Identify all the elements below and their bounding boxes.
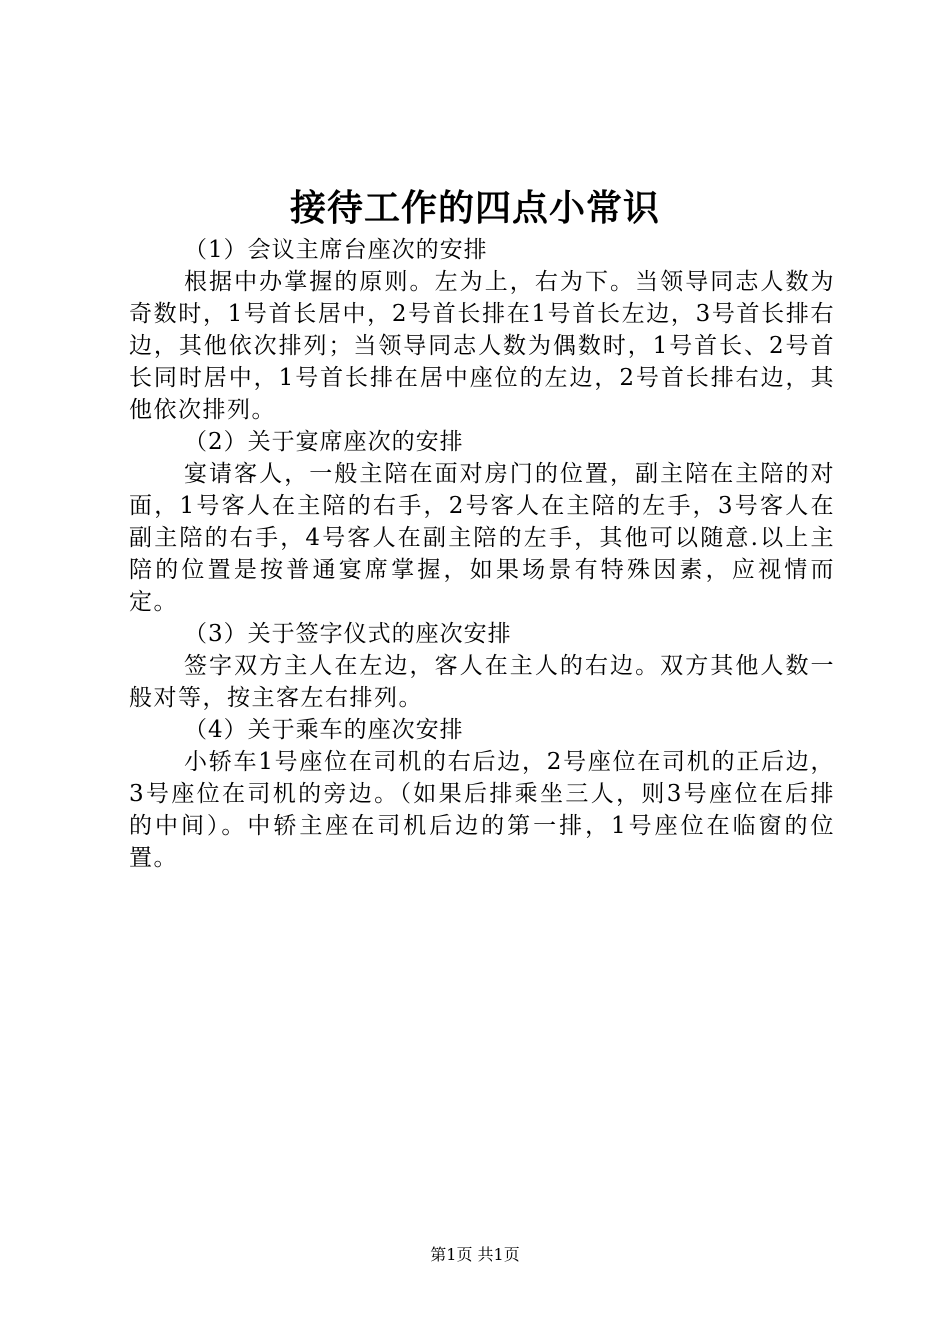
- section-paragraph: 宴请客人，一般主陪在面对房门的位置，副主陪在主陪的对面，1号客人在主陪的右手，2号客人在主陪的左手，3号客人在副主陪的右手，4号客人在副主陪的左手，其他可以随意.以上主陪的位置是按普通宴席掌握，如果场景有特殊因素，应视情而定。: [129, 461, 835, 615]
- section-heading: （1）会议主席台座次的安排: [184, 237, 488, 263]
- document-body: [129, 234, 835, 874]
- section-heading: （2）关于宴席座次的安排: [184, 429, 464, 455]
- document-title: 接待工作的四点小常识: [289, 187, 660, 229]
- section-paragraph: 小轿车1号座位在司机的右后边，2号座位在司机的正后边，3号座位在司机的旁边。（如果后排乘坐三人，则3号座位在后排的中间）。中轿主座在司机后边的第一排，1号座位在临窗的位置。: [129, 749, 835, 871]
- section-paragraph: 根据中办掌握的原则。左为上，右为下。当领导同志人数为奇数时，1号首长居中，2号首长排在1号首长左边，3号首长排右边，其他依次排列；当领导同志人数为偶数时，1号首长、2号首长同时居中，1号首长排在居中座位的左边，2号首长排右边，其他依次排列。: [129, 269, 835, 423]
- section-paragraph: 签字双方主人在左边，客人在主人的右边。双方其他人数一般对等，按主客左右排列。: [129, 653, 835, 711]
- section-heading: （4）关于乘车的座次安排: [184, 717, 464, 743]
- section-heading: （3）关于签字仪式的座次安排: [184, 621, 512, 647]
- page-footer: 第1页 共1页: [430, 1245, 520, 1264]
